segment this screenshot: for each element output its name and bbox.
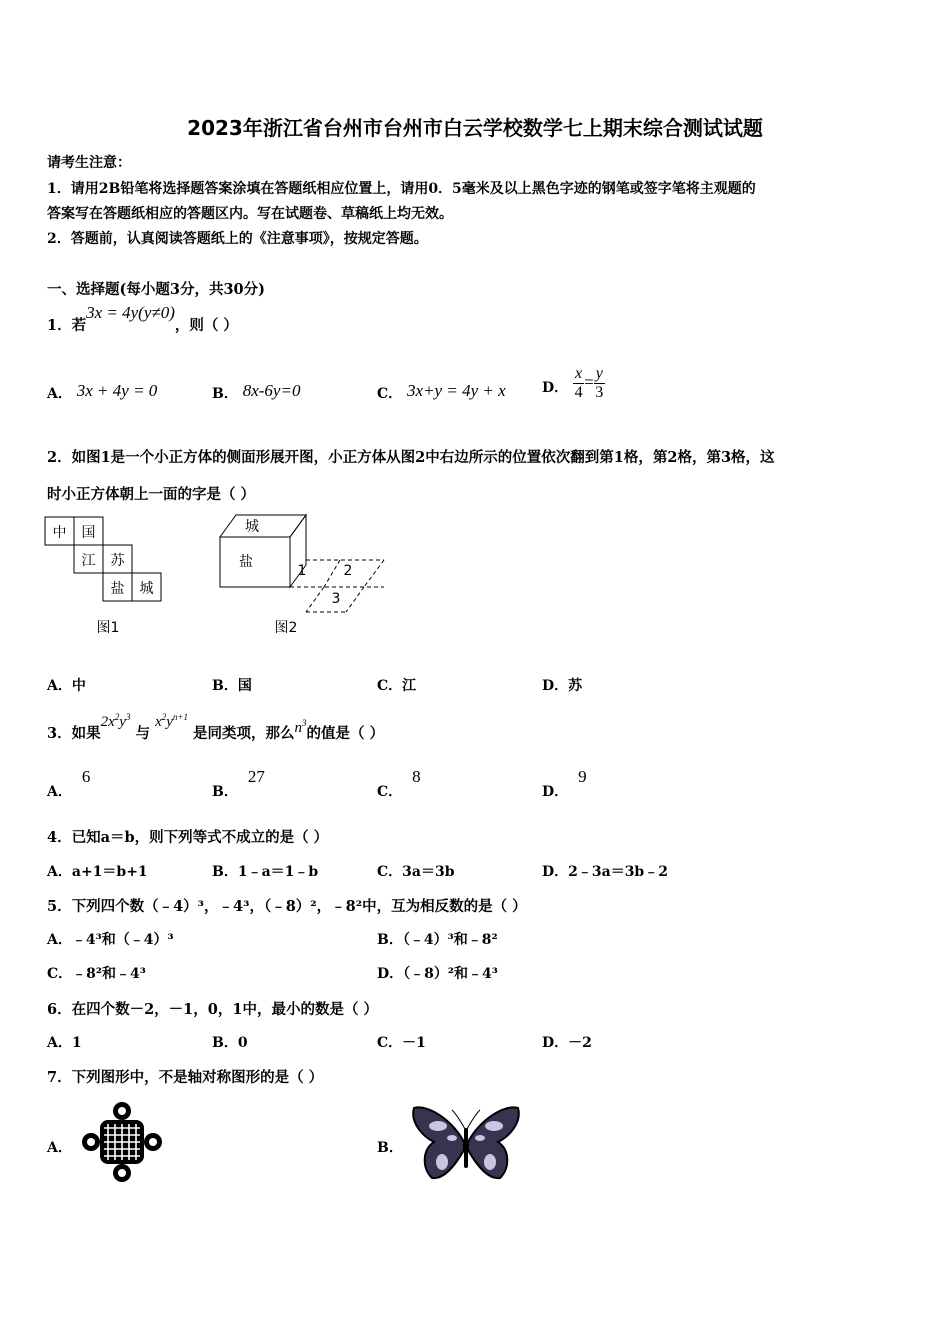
q5-option-d[interactable]: D．（﹣8）²和﹣4³ xyxy=(377,966,498,982)
fraction-x-over-4: $\frac{x}{4}$ xyxy=(574,365,583,401)
notice-line-1b: 答案写在答题纸相应的答题区内。写在试题卷、草稿纸上均无效。 xyxy=(47,206,453,222)
q3-n-cubed: $n^3$ xyxy=(294,718,307,736)
option-label: C． xyxy=(377,386,403,402)
option-value: 3x + 4y = 0 xyxy=(76,381,158,400)
section-heading: 一、选择题(每小题3分，共30分) xyxy=(47,281,265,298)
grid-cell-3: 3 xyxy=(331,591,341,607)
grid-cell-2: 2 xyxy=(343,563,353,579)
butterfly-icon xyxy=(408,1102,523,1186)
q3-term-2: $x^2y^{n+1}$ xyxy=(155,712,188,730)
q4-option-d[interactable]: D．2﹣3a＝3b﹣2 xyxy=(542,864,668,880)
q6-option-b[interactable]: B．0 xyxy=(212,1035,248,1051)
notice-line-2: 2．答题前，认真阅读答题纸上的《注意事项》，按规定答题。 xyxy=(47,231,428,247)
q4-option-c[interactable]: C．3a＝3b xyxy=(377,864,455,880)
q3-option-c[interactable]: C．8 xyxy=(377,767,421,800)
q5-option-b[interactable]: B．（﹣4）³和﹣8² xyxy=(377,932,498,948)
fraction-y-over-3: $\frac{y}{3}$ xyxy=(595,365,604,401)
q1-option-c[interactable] xyxy=(377,383,506,403)
cube-top-face: 城 xyxy=(245,519,259,535)
question-2-line-2: 时小正方体朝上一面的字是（ ） xyxy=(47,486,256,503)
q6-option-a[interactable]: A．1 xyxy=(47,1035,82,1051)
net-cell-guo: 国 xyxy=(81,525,96,541)
q1-option-d[interactable] xyxy=(542,365,605,402)
question-5: 5．下列四个数（﹣4）³，﹣4³，（﹣8）²，﹣8²中，互为相反数的是（ ） xyxy=(47,898,527,915)
q1-suffix: ，则（ ） xyxy=(174,317,238,334)
q5-option-a[interactable]: A．﹣4³和（﹣4）³ xyxy=(47,932,174,948)
q6-option-c[interactable]: C．－1 xyxy=(377,1035,426,1051)
option-label: A． xyxy=(47,386,72,402)
figure-1-caption: 图1 xyxy=(96,620,120,636)
q1-expression: 3x = 4y(y≠0) xyxy=(86,303,175,322)
net-cell-yan: 盐 xyxy=(110,581,125,597)
q1-option-a[interactable] xyxy=(47,383,157,403)
chinese-knot-icon xyxy=(80,1100,164,1184)
q2-option-a[interactable]: A．中 xyxy=(47,678,86,694)
q7-option-a[interactable]: A． xyxy=(47,1140,72,1156)
q5-option-c[interactable]: C．﹣8²和﹣4³ xyxy=(47,966,146,982)
q2-option-d[interactable]: D．苏 xyxy=(542,678,583,694)
q2-option-b[interactable]: B．国 xyxy=(212,678,252,694)
figure-1-cube-net xyxy=(44,515,174,640)
q7-option-b[interactable]: B． xyxy=(377,1140,403,1156)
question-6: 6．在四个数－2，－1，0，1中，最小的数是（ ） xyxy=(47,1001,378,1018)
option-value: 8x-6y=0 xyxy=(242,381,301,400)
notice-heading: 请考生注意： xyxy=(47,155,131,171)
notice-line-1: 1．请用2B铅笔将选择题答案涂填在答题纸相应位置上，请用0．5毫米及以上黑色字迹的钢笔或签字笔将主观题的 xyxy=(47,181,756,197)
q3-option-d[interactable]: D．9 xyxy=(542,767,587,800)
q4-option-a[interactable]: A．a+1＝b+1 xyxy=(47,864,148,880)
question-7: 7．下列图形中，不是轴对称图形的是（ ） xyxy=(47,1069,324,1086)
q2-option-c[interactable]: C．江 xyxy=(377,678,417,694)
q1-prefix: 1．若 xyxy=(47,317,87,334)
equals-sign: = xyxy=(584,372,594,392)
net-cell-zhong: 中 xyxy=(52,525,67,541)
q6-option-d[interactable]: D．－2 xyxy=(542,1035,592,1051)
option-value: 3x+y = 4y + x xyxy=(407,381,506,400)
q3-term-1: $2x^2y^3$ xyxy=(100,712,131,730)
q3-option-a[interactable]: A．6 xyxy=(47,767,91,800)
grid-cell-1: 1 xyxy=(297,563,307,579)
question-3: 3．如果$2x^2y^3$ 与 $x^2y^{n+1}$ 是同类项，那么$n^3$的值是（ ） xyxy=(47,712,385,742)
option-label: D． xyxy=(542,379,569,396)
net-cell-su: 苏 xyxy=(110,553,125,569)
q1-option-b[interactable] xyxy=(212,383,300,403)
question-4: 4．已知a＝b，则下列等式不成立的是（ ） xyxy=(47,829,329,846)
figure-2-caption: 图2 xyxy=(274,620,298,636)
question-2-line-1: 2．如图1是一个小正方体的侧面形展开图，小正方体从图2中右边所示的位置依次翻到第1格，第2格，第3格，这 xyxy=(47,449,775,466)
net-cell-cheng: 城 xyxy=(139,581,154,597)
question-1 xyxy=(47,303,238,335)
net-cell-jiang: 江 xyxy=(81,553,96,569)
page-title: 2023年浙江省台州市台州市白云学校数学七上期末综合测试试题 xyxy=(187,116,763,140)
figure-2-cube xyxy=(214,510,394,640)
q4-option-b[interactable]: B．1﹣a＝1﹣b xyxy=(212,864,319,880)
cube-front-face: 盐 xyxy=(239,554,253,570)
option-label: B． xyxy=(212,386,238,402)
q3-option-b[interactable]: B．27 xyxy=(212,767,265,800)
